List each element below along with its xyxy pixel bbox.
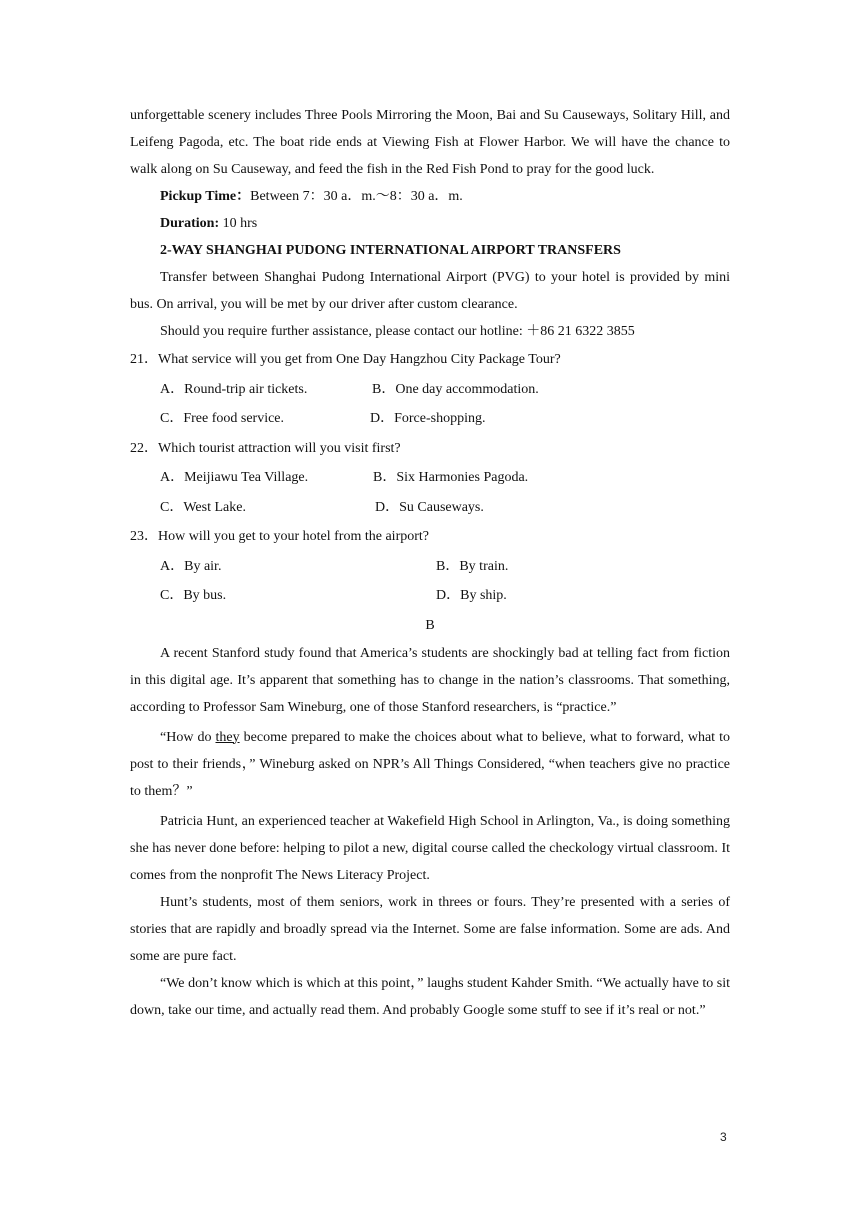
option-a: A．Round-trip air tickets. xyxy=(160,381,308,397)
question-21-options-row-1 xyxy=(130,375,730,405)
option-c: C．Free food service. xyxy=(160,411,285,426)
pickup-time-label: Pickup Time： xyxy=(160,189,251,204)
option-d: D．Force-shopping. xyxy=(370,411,486,426)
pickup-time-line xyxy=(130,183,730,210)
page-number: 3 xyxy=(720,1130,727,1144)
question-22: 22．Which tourist attraction will you visit first? xyxy=(130,440,401,456)
question-21-options-row-2 xyxy=(130,404,730,434)
question-21: 21．What service will you get from One Day Hangzhou City Package Tour? xyxy=(130,352,561,367)
duration-label: Duration: xyxy=(160,216,220,231)
passage-b-paragraph-3: Patricia Hunt, an experienced teacher at Wakefield High School in Arlington, Va., is doing something she has never done before: helping to pilot a new, digital course called the checkology virtual classroom. It comes from the nonprofit The News Literacy Project. xyxy=(130,813,730,883)
duration-line xyxy=(130,210,730,237)
passage-b-paragraph-4: Hunt’s students, most of them seniors, work in threes or fours. They’re presented with a series of stories that are rapidly and broadly spread via the Internet. Some are false information. Some are ads. And some are pure fact. xyxy=(130,894,730,964)
option-b: B．One day accommodation. xyxy=(372,381,539,397)
question-22-options-row-2 xyxy=(130,493,730,523)
section-heading: 2-WAY SHANGHAI PUDONG INTERNATIONAL AIRPORT TRANSFERS xyxy=(160,243,621,258)
passage-a-paragraph: unforgettable scenery includes Three Pools Mirroring the Moon, Bai and Su Causeways, Solitary Hill, and Leifeng Pagoda, etc. The boat ride ends at Viewing Fish at Flower Harbor. We will have the chance to walk along on Su Causeway, and feed the fish in the Red Fish Pond to pray for the good luck. xyxy=(130,108,730,177)
question-22-options-row-1 xyxy=(130,463,730,493)
passage-b-label: B xyxy=(425,617,435,633)
underlined-word: they xyxy=(215,729,240,745)
passage-b-paragraph-1: A recent Stanford study found that America’s students are shockingly bad at telling fact from fiction in this digital age. It’s apparent that something has to change in the nation’s classrooms. That something, according to Professor Sam Wineburg, one of those Stanford researchers, is “practice.” xyxy=(130,645,730,715)
question-23-options-row-1 xyxy=(130,552,730,582)
question-23-options-row-2 xyxy=(130,581,730,611)
option-b: B．By train. xyxy=(436,558,509,574)
option-a: A．By air. xyxy=(160,558,222,574)
passage-b-paragraph-2: “How do they become prepared to make the choices about what to believe, what to forward, what to post to their friends，” Wineburg asked on NPR’s All Things Considered, “when teachers give no practice to them？” xyxy=(130,729,730,799)
transfer-paragraph: Transfer between Shanghai Pudong International Airport (PVG) to your hotel is provided by mini bus. On arrival, you will be met by our driver after custom clearance. xyxy=(130,270,730,312)
option-c: C．West Lake. xyxy=(160,499,246,515)
option-c: C．By bus. xyxy=(160,588,227,603)
question-23: 23．How will you get to your hotel from the airport? xyxy=(130,529,429,544)
passage-b-paragraph-5: “We don’t know which is which at this point，” laughs student Kahder Smith. “We actually have to sit down, take our time, and actually read them. And probably Google some stuff to see if it’s real or not.” xyxy=(130,975,730,1018)
hotline-paragraph: Should you require further assistance, please contact our hotline: ＋86 21 6322 3855 xyxy=(160,324,635,339)
option-d: D．By ship. xyxy=(436,588,507,603)
option-a: A．Meijiawu Tea Village. xyxy=(160,470,309,485)
pickup-time-value: Between 7：30 a．m.～8：30 a．m. xyxy=(250,189,463,204)
option-d: D．Su Causeways. xyxy=(375,499,484,515)
duration-value: 10 hrs xyxy=(219,216,258,231)
page-content xyxy=(130,102,730,1024)
option-b: B．Six Harmonies Pagoda. xyxy=(373,470,529,485)
